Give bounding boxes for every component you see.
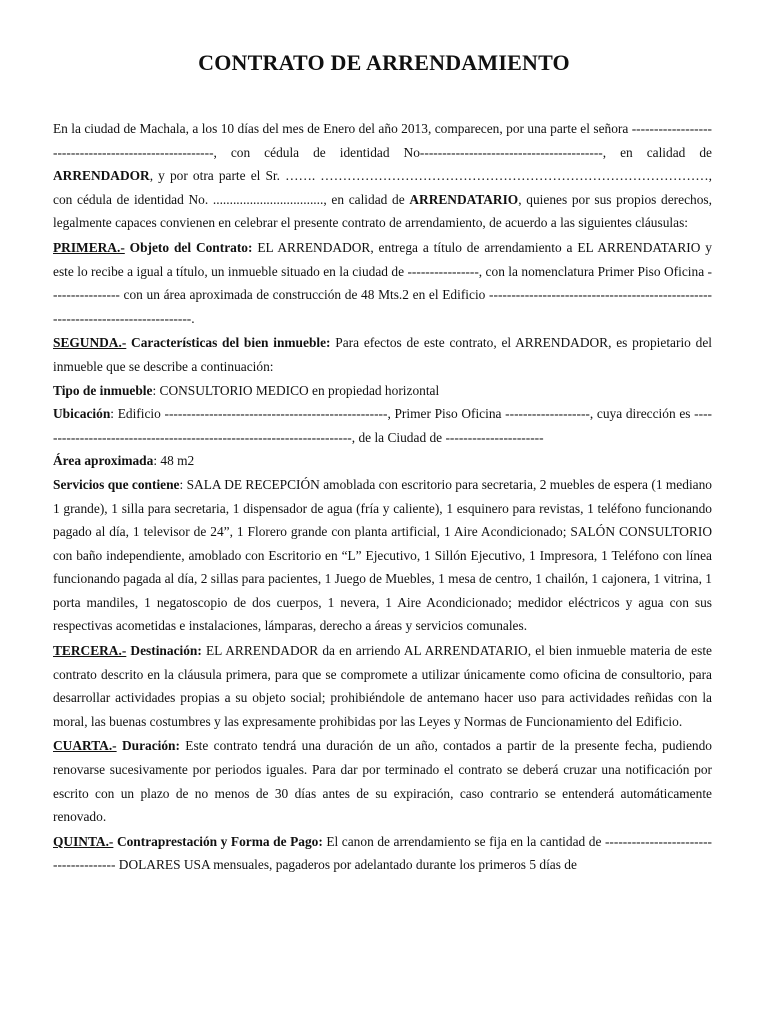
intro-paragraph: [53, 117, 712, 235]
clause-segunda-text: Para efectos de este contrato, el ARRENDADOR, es propietario del inmueble que se describe a continuación:: [53, 335, 712, 374]
clause-quinta: [53, 830, 712, 877]
clause-quinta-heading: QUINTA.-: [53, 833, 114, 849]
ubicacion-label: Ubicación: [53, 406, 111, 422]
clause-cuarta: [53, 734, 712, 828]
clause-tercera-label: Destinación:: [126, 643, 202, 659]
area-line: [53, 449, 712, 473]
clause-primera-heading: PRIMERA.-: [53, 239, 125, 255]
servicios-text: : SALA DE RECEPCIÓN amoblada con escritorio para secretaria, 2 muebles de espera (1 mediano 1 grande), 1 silla para secretaria, 1 dispensador de agua (fría y caliente), 1 esquinero para revistas, 1 teléfono funcionando pagado al día, 1 televisor de 24”, 1 Florero grande con planta artificial, 1 Aire Acondicionado; SALÓN CONSULTORIO con baño independiente, amoblado con Escritorio en “L” Ejecutivo, 1 Sillón Ejecutivo, 1 Impresora, 1 Teléfono con línea funcionando pagada al día, 2 sillas para pacientes, 1 Juego de Muebles, 1 mesa de centro, 1 chailón, 1 cajonera, 1 vitrina, 1 porta mandiles, 1 negatoscopio de dos cuerpos, 1 nevera, 1 Aire Acondicionado; medidor eléctricos y agua con sus respectivas acometidas e instalaciones, lámparas, derecho a áreas y servicios comunales.: [53, 476, 712, 634]
servicios-paragraph: [53, 473, 712, 638]
servicios-label: Servicios que contiene: [53, 476, 180, 492]
arrendatario-term: ARRENDATARIO: [409, 191, 519, 207]
clause-tercera-heading: TERCERA.-: [53, 643, 127, 659]
clause-primera-label: Objeto del Contrato:: [124, 239, 253, 255]
clause-quinta-text: El canon de arrendamiento se fija en la cantidad de -------------------------------------- DOLARES USA mensuales, pagaderos por adelantado durante los primeros 5 días de: [53, 833, 712, 873]
tipo-inmueble-line: [53, 379, 712, 403]
intro-text-1: En la ciudad de Machala, a los 10 días del mes de Enero del año 2013, comparecen, por una parte el señora ------------------------------------------------------, con cédula de identidad No-----------------------------------------, en calidad de: [53, 121, 712, 160]
tipo-inmueble-text: : CONSULTORIO MEDICO en propiedad horizontal: [152, 382, 440, 398]
clause-segunda-heading: SEGUNDA.-: [53, 335, 127, 351]
clause-tercera: [53, 639, 712, 733]
clause-segunda: [53, 331, 712, 378]
clause-primera-text: EL ARRENDADOR, entrega a título de arrendamiento a EL ARRENDATARIO y este lo recibe a igual a título, un inmueble situado en la ciudad de ----------------, con la nomenclatura Primer Piso Oficina ---------------- con un área aproximada de construcción de 48 Mts.2 en el Edificio ---------------------------------------------------------------------------------.: [53, 239, 712, 326]
clause-cuarta-label: Duración:: [116, 738, 180, 754]
ubicacion-text: : Edificio --------------------------------------------------, Primer Piso Oficina -------------------, cuya dirección es -----------------------------------------------------------------------, de la Ciudad de ----------------------: [53, 406, 712, 445]
arrendador-term: ARRENDADOR: [53, 168, 150, 184]
clause-cuarta-heading: CUARTA.-: [53, 738, 117, 754]
tipo-inmueble-label: Tipo de inmueble: [53, 382, 153, 398]
clause-primera: [53, 236, 712, 330]
intro-text-3: , quienes por sus propios derechos, legalmente capaces convienen en celebrar el presente contrato de arrendamiento, de acuerdo a las siguientes cláusulas:: [53, 191, 712, 231]
clause-cuarta-text: Este contrato tendrá una duración de un año, contados a partir de la presente fecha, pudiendo renovarse sucesivamente por periodos iguales. Para dar por terminado el contrato se deberá cruzar una notificación por escrito con un plazo de no menos de 30 días antes de su expiración, caso contrario se entenderá automáticamente renovado.: [53, 738, 712, 825]
ubicacion-line: [53, 402, 712, 449]
intro-text-2: , y por otra parte el Sr. ……. ……………………………………………………………………………, con cédula de identidad No. ................................., en calidad de: [53, 168, 712, 207]
area-label: Área aproximada: [53, 453, 154, 469]
clause-segunda-label: Características del bien inmueble:: [126, 335, 331, 351]
area-text: : 48 m2: [153, 453, 195, 469]
document-body: [53, 117, 712, 877]
clause-quinta-label: Contraprestación y Forma de Pago:: [113, 833, 323, 849]
document-title: CONTRATO DE ARRENDAMIENTO: [198, 50, 570, 75]
clause-tercera-text: EL ARRENDADOR da en arriendo AL ARRENDATARIO, el bien inmueble materia de este contrato descrito en la cláusula primera, para que se compromete a utilizar únicamente como oficina de consultorio, para desarrollar actividades propias a su objeto social; prohibiéndole de antemano hacer uso para actividades reñidas con la moral, las buenas costumbres y las expresamente prohibidas por las Leyes y Normas de Funcionamiento del Edificio.: [53, 643, 712, 729]
